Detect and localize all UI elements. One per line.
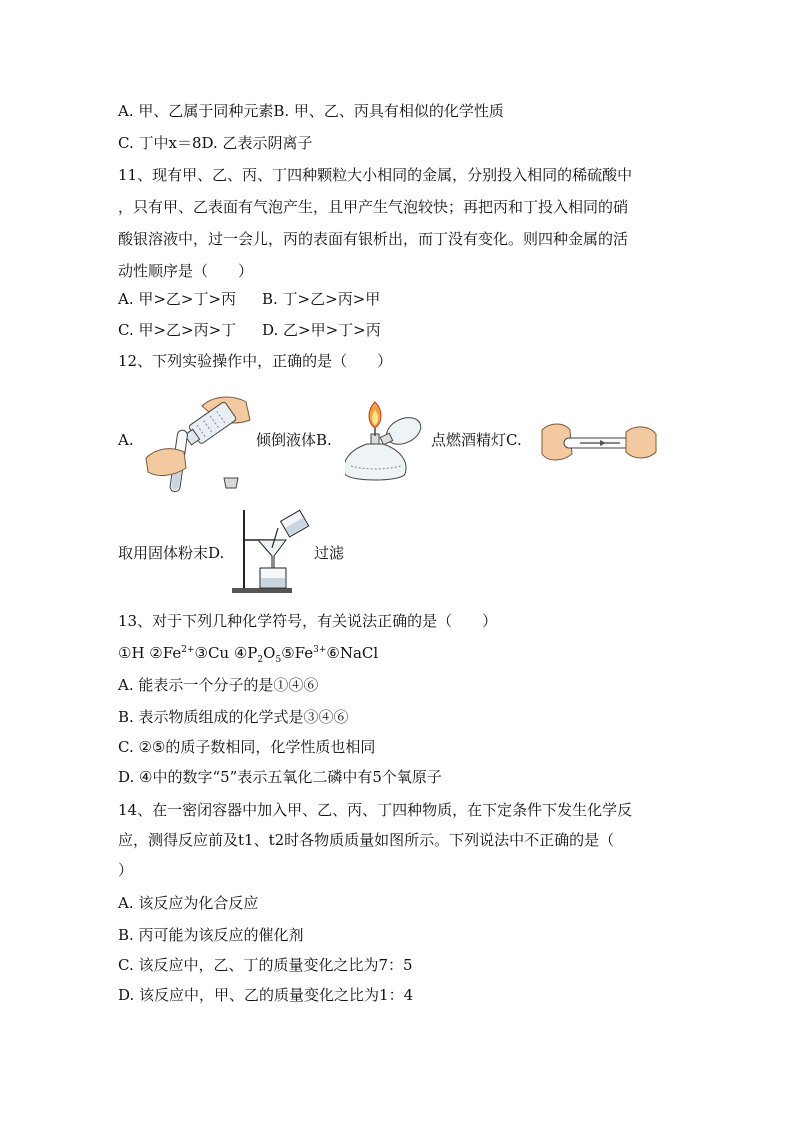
q13-option-c: C. ②⑤的质子数相同，化学性质也相同	[118, 738, 376, 756]
q13-symbols: ①H $②Fe^{2+}③Cu$ $④P_2O_5⑤Fe^{3+}⑥NaCl$	[118, 644, 379, 665]
q14-option-d: D. 该反应中，甲、乙的质量变化之比为1：4	[118, 986, 414, 1004]
q13-option-a: A. 能表示一个分子的是①④⑥	[118, 676, 319, 694]
q14-option-a: A. 该反应为化合反应	[118, 894, 259, 912]
q11-stem-line-1: 11、现有甲、乙、丙、丁四种颗粒大小相同的金属，分别投入相同的稀硫酸中	[118, 166, 633, 184]
q12-caption-b: 点燃酒精灯C.	[431, 431, 522, 449]
q10-options-cd: C. 丁中x＝8D. 乙表示阴离子	[118, 134, 313, 152]
q14-stem-line-1: 14、在一密闭容器中加入甲、乙、丙、丁四种物质，在下定条件下发生化学反	[118, 801, 633, 819]
filtration-figure	[228, 508, 312, 594]
q12-caption-a: 倾倒液体B.	[256, 431, 332, 449]
q11-option-c: C. 甲>乙>丙>丁	[118, 321, 237, 339]
q11-stem-line-4: 动性顺序是（ ）	[118, 262, 254, 280]
q11-option-d: D. 乙>甲>丁>丙	[262, 321, 381, 339]
q12-stem: 12、下列实验操作中，正确的是（ ）	[118, 352, 393, 370]
q12-caption-c: 取用固体粉末D.	[118, 544, 225, 562]
q12-caption-d: 过滤	[314, 544, 345, 562]
q13-stem: 13、对于下列几种化学符号，有关说法正确的是（ ）	[118, 612, 498, 630]
q14-stem-line-3: ）	[118, 861, 134, 879]
alcohol-lamp-figure	[345, 396, 429, 486]
q14-stem-line-2: 应，测得反应前及t1、t2时各物质质量如图所示。下列说法中不正确的是（	[118, 831, 615, 849]
q11-option-a: A. 甲>乙>丁>丙	[118, 290, 237, 308]
q11-option-b: B. 丁>乙>丙>甲	[262, 290, 381, 308]
q11-stem-line-3: 酸银溶液中，过一会儿，丙的表面有银析出，而丁没有变化。则四种金属的活	[118, 230, 629, 248]
q11-stem-line-2: ，只有甲、乙表面有气泡产生，且甲产生气泡较快；再把丙和丁投入相同的硝	[118, 198, 629, 216]
q14-option-b: B. 丙可能为该反应的催化剂	[118, 926, 304, 944]
q10-options-ab: A. 甲、乙属于同种元素B. 甲、乙、丙具有相似的化学性质	[118, 102, 504, 120]
q12-label-a: A.	[118, 431, 134, 449]
q13-option-d: D. ④中的数字“5”表示五氧化二磷中有5个氧原子	[118, 768, 442, 786]
powder-tube-figure	[540, 420, 658, 466]
pouring-liquid-figure	[142, 392, 254, 498]
q13-option-b: B. 表示物质组成的化学式是③④⑥	[118, 708, 349, 726]
q14-option-c: C. 该反应中，乙、丁的质量变化之比为7：5	[118, 956, 413, 974]
